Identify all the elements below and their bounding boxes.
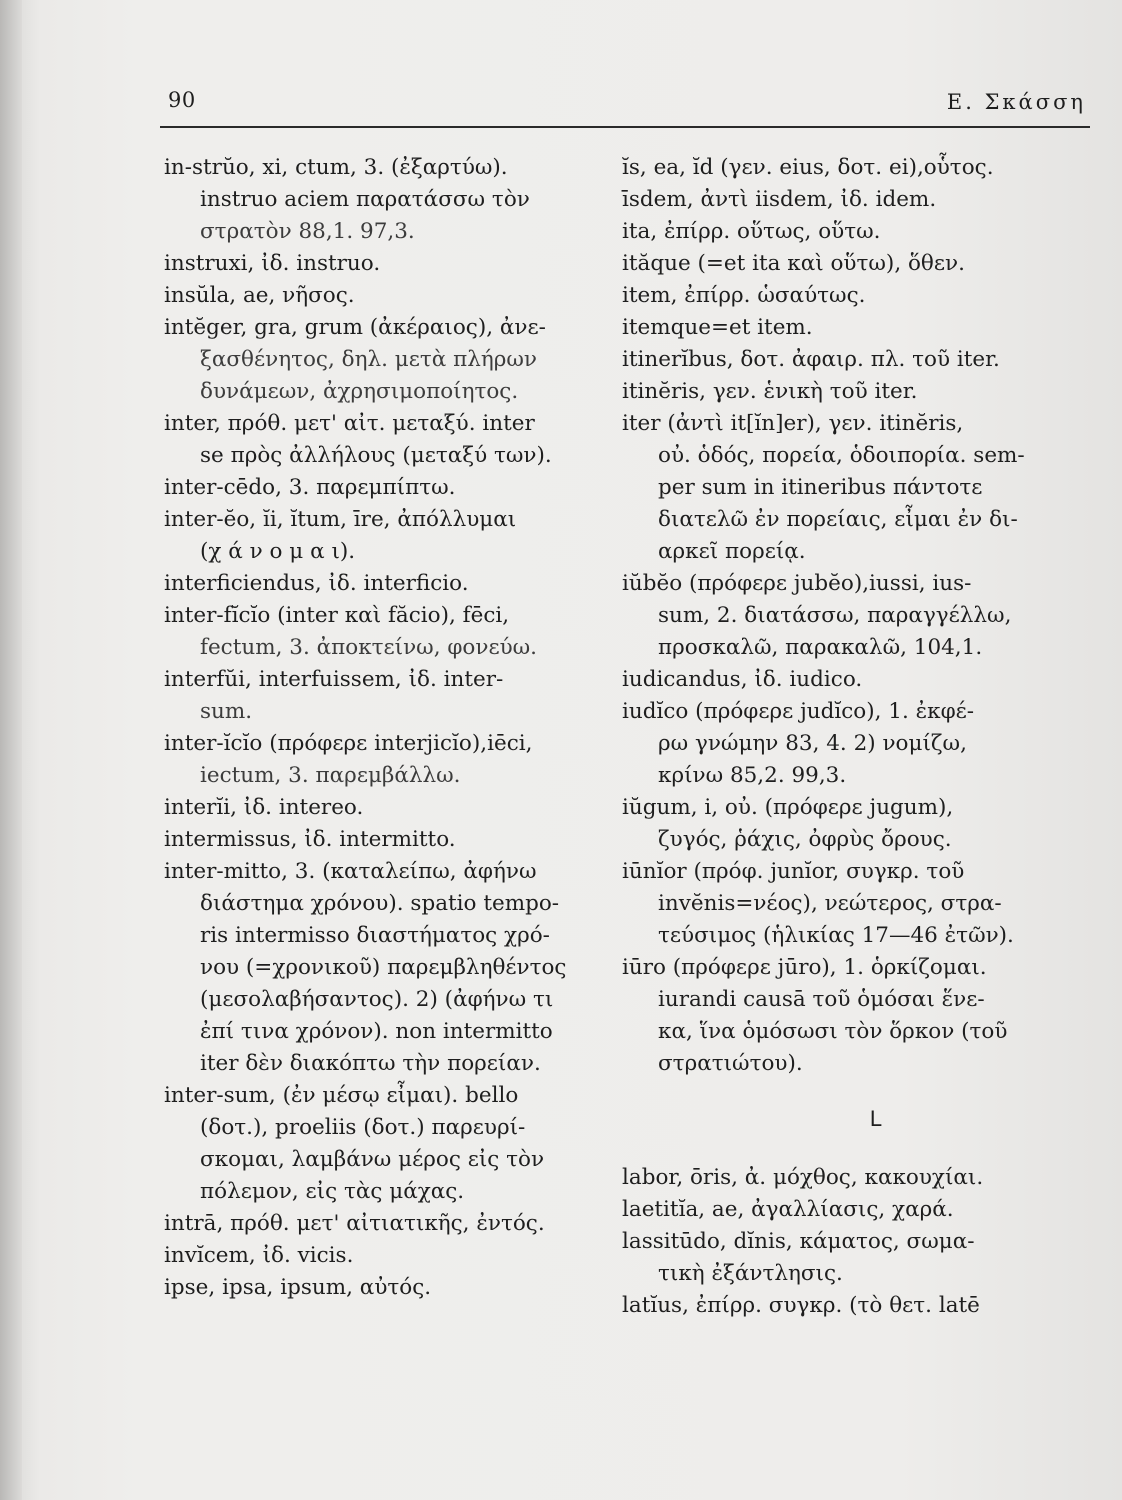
entry-line: intrā, πρόθ. μετ' αἰτιατικῆς, ἐντός.: [164, 1211, 545, 1236]
right-column: [622, 152, 1090, 1322]
entry-line: interficiendus, ἰδ. interficio.: [164, 571, 469, 596]
entry-line: σκομαι, λαμβάνω μέρος εἰς τὸν: [200, 1147, 545, 1172]
entry-line: iectum, 3. παρεμβάλλω.: [200, 763, 461, 788]
entry-line: per sum in itineribus πάντοτε: [658, 475, 983, 500]
entry-line: interfŭi, interfuissem, ἰδ. inter-: [164, 667, 504, 692]
entry-line: laetitĭa, ae, ἀγαλλίασις, χαρά.: [622, 1197, 954, 1222]
entry-line: ita, ἐπίρρ. οὕτως, οὕτω.: [622, 219, 881, 244]
entry-line: itinerĭbus, δοτ. ἀφαιρ. πλ. τοῦ iter.: [622, 347, 1000, 372]
entry-line: (μεσολαβήσαντος). 2) (ἀφήνω τι: [200, 987, 554, 1012]
entry-line: latĭus, ἐπίρρ. συγκρ. (τὸ θετ. latē: [622, 1293, 980, 1318]
entry-line: itemque=et item.: [622, 315, 813, 340]
entry-line: inter-fĭcĭo (inter καὶ făcio), fēci,: [164, 603, 510, 628]
entry-line: ităque (=et ita καὶ οὕτω), ὅθεν.: [622, 251, 965, 276]
section-letter-heading: L: [869, 1106, 883, 1131]
entry-line: διατελῶ ἐν πορείαις, εἶμαι ἐν δι-: [658, 507, 1018, 532]
entry-line: inter-mitto, 3. (καταλείπω, ἀφήνω: [164, 859, 537, 884]
entry-line: τικὴ ἐξάντλησις.: [658, 1261, 843, 1286]
entry-line: in-strŭo, xi, ctum, 3. (ἐξαρτύω).: [164, 155, 508, 180]
entry-line: iūnĭor (πρόφ. junĭor, συγκρ. τοῦ: [622, 859, 965, 884]
entry-line: ipse, ipsa, ipsum, αὐτός.: [164, 1275, 432, 1300]
entry-line: intĕger, gra, grum (ἀκέραιος), ἀνε-: [164, 315, 546, 340]
entry-line: ἐπί τινα χρόνον). non intermitto: [200, 1019, 553, 1044]
entry-line: se πρὸς ἀλλήλους (μεταξύ των).: [200, 443, 552, 468]
entry-line: ζυγός, ῥάχις, ὀφρὺς ὄρους.: [658, 827, 952, 852]
entry-line: inter-ĭcĭo (πρόφερε interjicĭo),iēci,: [164, 731, 533, 756]
entry-line: iurandi causā τοῦ ὁμόσαι ἕνε-: [658, 987, 985, 1012]
entry-line: διάστημα χρόνου). spatio tempo-: [200, 891, 560, 916]
header-rule: [160, 126, 1090, 128]
entry-line: ξασθένητος, δηλ. μετὰ πλήρων: [200, 347, 537, 372]
entry-line: invĭcem, ἰδ. vicis.: [164, 1243, 354, 1268]
book-spine-shadow: [0, 0, 22, 1500]
entry-line: fectum, 3. ἀποκτείνω, φονεύω.: [200, 635, 538, 660]
entry-line: sum, 2. διατάσσω, παραγγέλλω,: [658, 603, 1012, 628]
entry-line: sum.: [200, 699, 253, 724]
entry-line: īsdem, ἀντὶ iisdem, ἰδ. idem.: [622, 187, 937, 212]
entry-line: προσκαλῶ, παρακαλῶ, 104,1.: [658, 635, 983, 660]
entry-line: inter, πρόθ. μετ' αἰτ. μεταξύ. inter: [164, 411, 535, 436]
entry-line: δυνάμεων, ἀχρησιμοποίητος.: [200, 379, 519, 404]
page-header: [160, 80, 1090, 126]
entry-line: instruxi, ἰδ. instruo.: [164, 251, 381, 276]
entry-line: iūro (πρόφερε jūro), 1. ὁρκίζομαι.: [622, 955, 987, 980]
entry-line: item, ἐπίρρ. ὡσαύτως.: [622, 283, 866, 308]
entry-line: intermissus, ἰδ. intermitto.: [164, 827, 456, 852]
left-column: [164, 152, 604, 1304]
entry-line: αρκεῖ πορείᾳ.: [658, 539, 806, 564]
entry-line: iter (ἀντὶ it[ĭn]er), γεν. itinĕris,: [622, 411, 964, 436]
entry-line: (δοτ.), proeliis (δοτ.) παρευρί-: [200, 1115, 526, 1140]
entry-line: νου (=χρονικοῦ) παρεμβληθέντος: [200, 955, 567, 980]
entry-line: κρίνω 85,2. 99,3.: [658, 763, 847, 788]
entry-line: κα, ἵνα ὁμόσωσι τὸν ὅρκον (τοῦ: [658, 1019, 1008, 1044]
entry-line: lassitūdo, dĭnis, κάματος, σωμα-: [622, 1229, 975, 1254]
entry-line: inter-sum, (ἐν μέσῳ εἶμαι). bello: [164, 1083, 519, 1108]
entry-line: inter-ĕo, ĭi, ĭtum, īre, ἀπόλλυμαι: [164, 507, 517, 532]
page-number: 90: [168, 88, 196, 112]
entry-line: iter δὲν διακόπτω τὴν πορείαν.: [200, 1051, 541, 1076]
entry-line: invĕnis=νέος), νεώτερος, στρα-: [658, 891, 1002, 916]
entry-line: itinĕris, γεν. ἑνικὴ τοῦ iter.: [622, 379, 918, 404]
entry-line: (χ ά ν ο μ α ι).: [200, 539, 356, 564]
entry-line: ĭs, ea, ĭd (γεν. eius, δοτ. ei),οὗτος.: [622, 155, 994, 180]
entry-line: instruo aciem παρατάσσω τὸν: [200, 187, 530, 212]
entry-line: ris intermisso διαστήματος χρό-: [200, 923, 550, 948]
entry-line: τεύσιμος (ἡλικίας 17—46 ἐτῶν).: [658, 923, 1014, 948]
entry-line: insŭla, ae, νῆσος.: [164, 283, 355, 308]
entry-line: οὐ. ὁδός, πορεία, ὁδοιπορία. sem-: [658, 443, 1025, 468]
entry-line: στρατὸν 88,1. 97,3.: [200, 219, 415, 244]
entry-line: iudĭco (πρόφερε judĭco), 1. ἐκφέ-: [622, 699, 975, 724]
entry-line: interĭi, ἰδ. intereo.: [164, 795, 364, 820]
entry-line: iŭbĕo (πρόφερε jubĕo),iussi, ius-: [622, 571, 972, 596]
entry-line: iudicandus, ἰδ. iudico.: [622, 667, 863, 692]
entry-line: iŭgum, i, οὐ. (πρόφερε jugum),: [622, 795, 954, 820]
entry-line: inter-cēdo, 3. παρεμπίπτω.: [164, 475, 456, 500]
entry-line: πόλεμον, εἰς τὰς μάχας.: [200, 1179, 465, 1204]
entry-line: στρατιώτου).: [658, 1051, 803, 1076]
running-head: Ε. Σκάσση: [946, 90, 1086, 114]
entry-line: labor, ōris, ἀ. μόχθος, κακουχίαι.: [622, 1165, 984, 1190]
entry-line: ρω γνώμην 83, 4. 2) νομίζω,: [658, 731, 967, 756]
